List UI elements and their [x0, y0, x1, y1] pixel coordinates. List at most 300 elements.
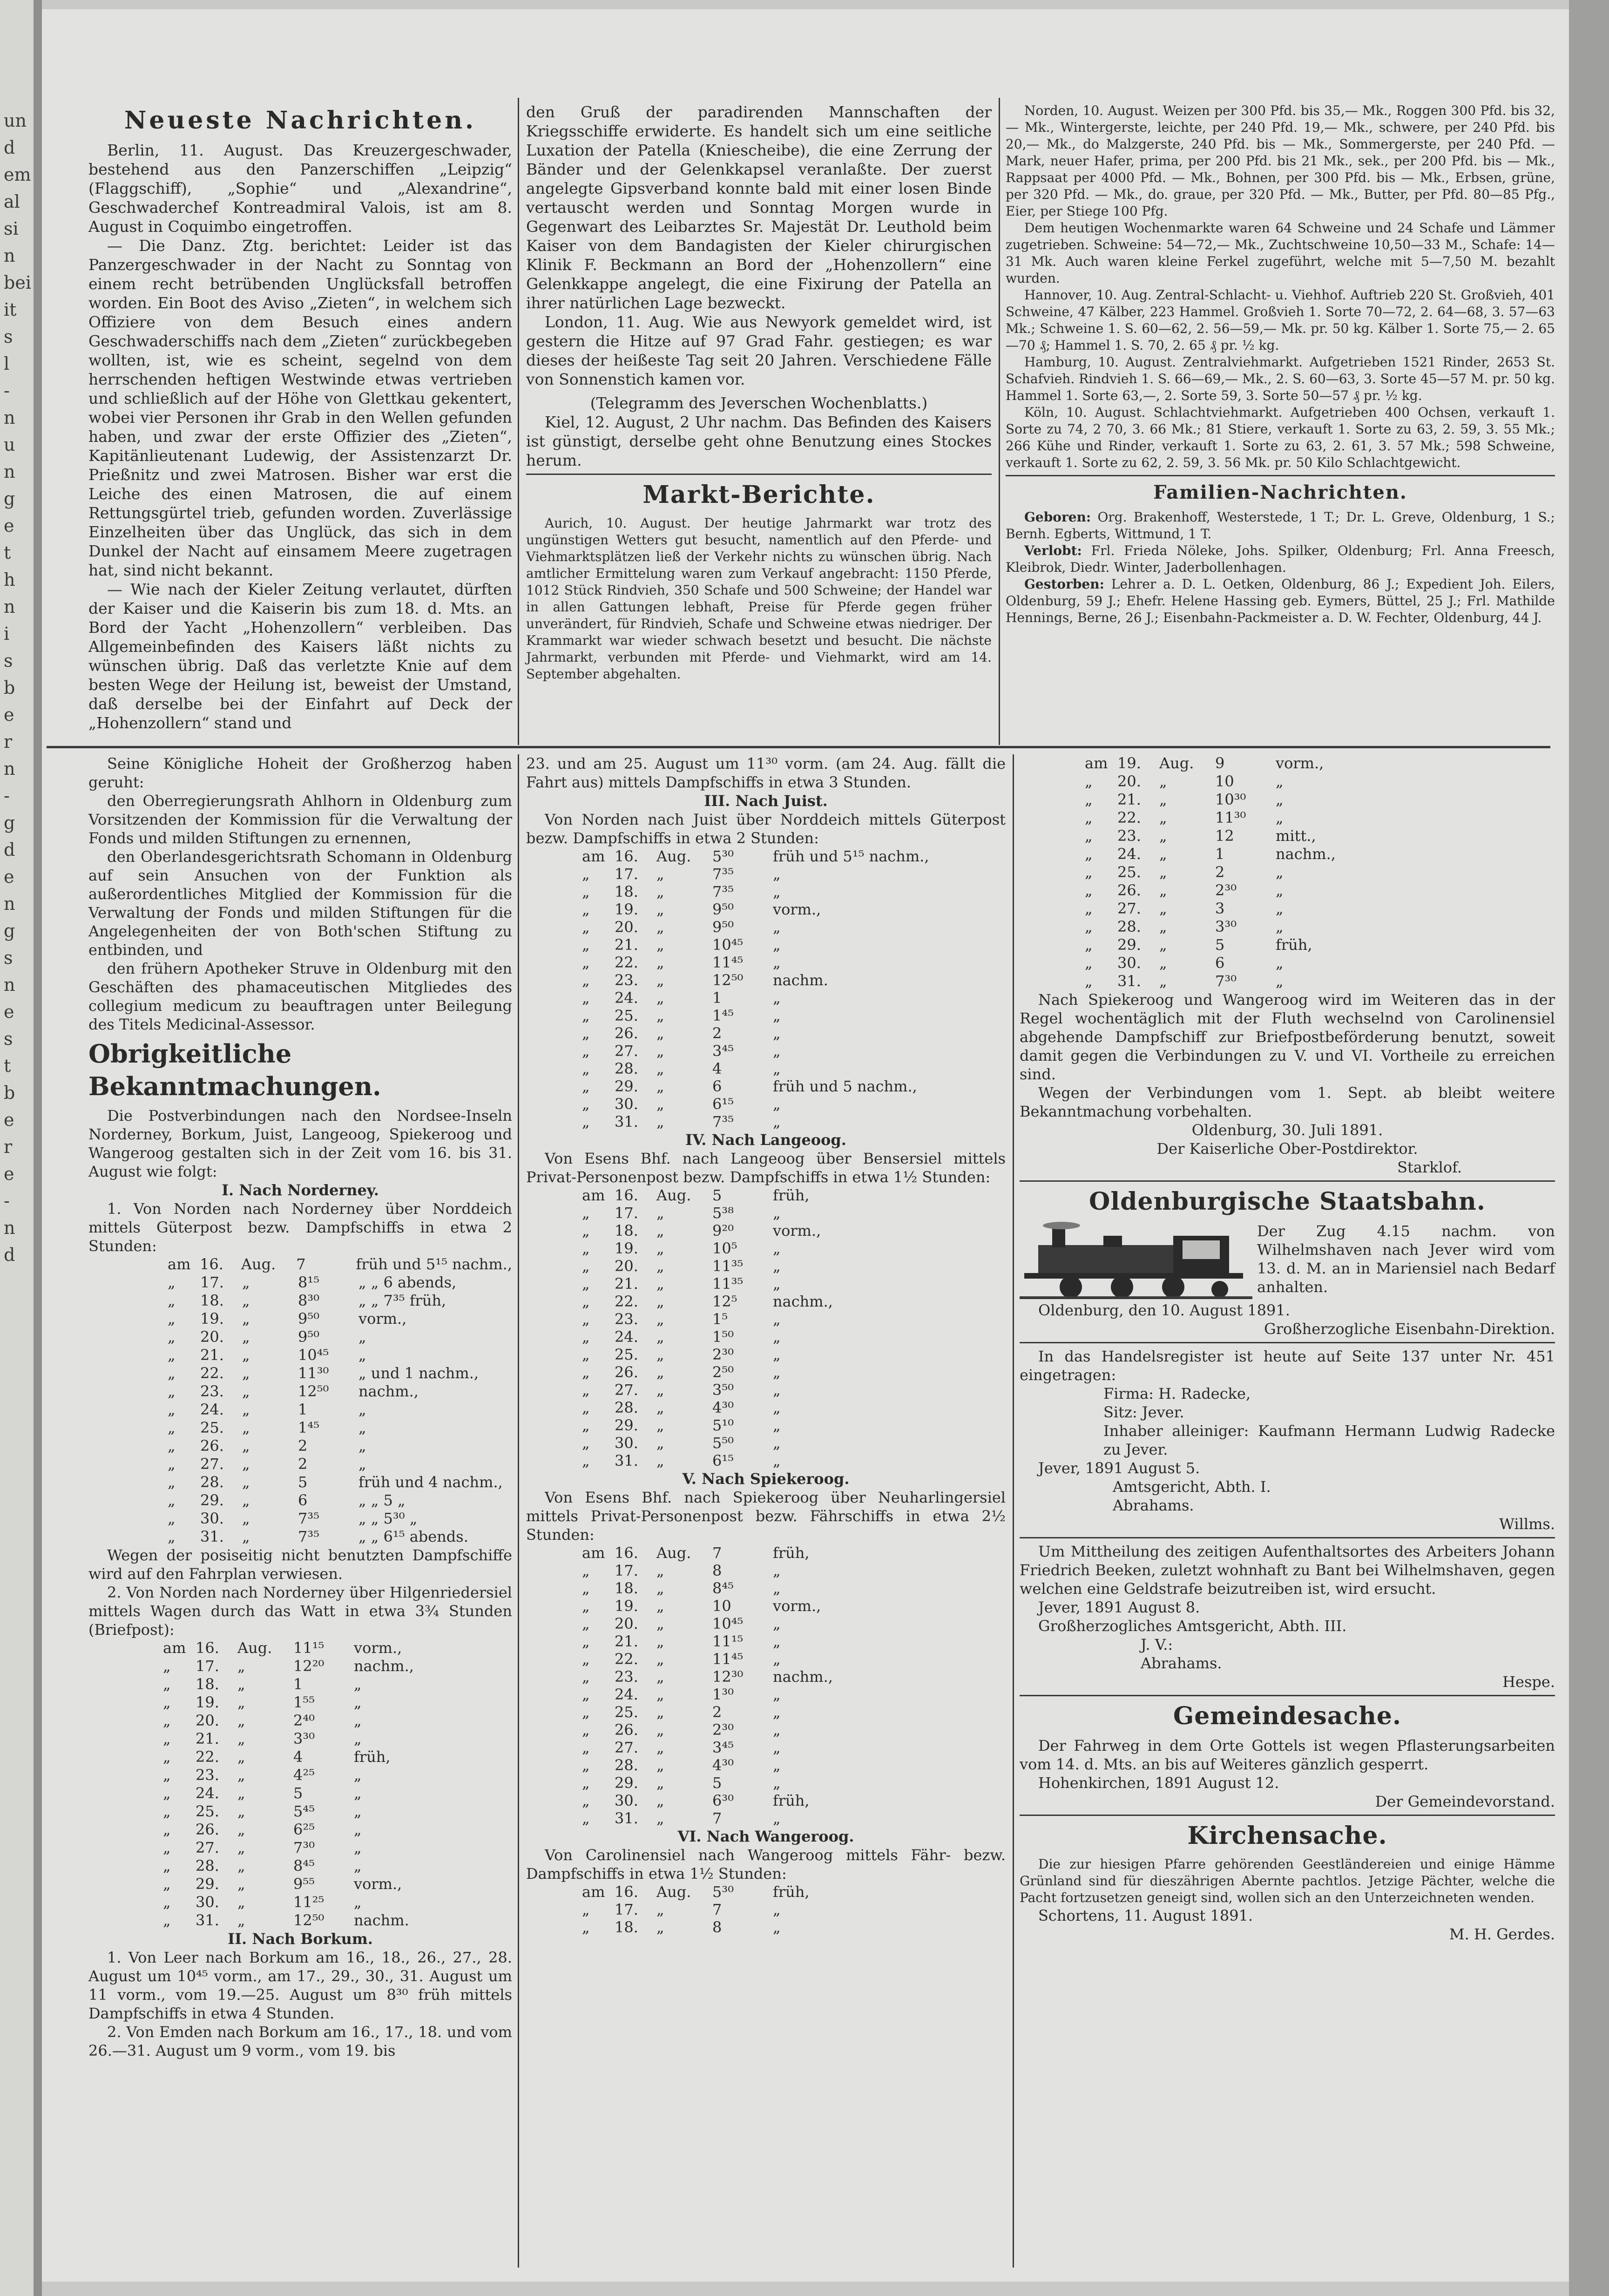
- schedule-cell: 12⁵⁰: [298, 1382, 329, 1400]
- schedule-cell: „: [773, 1756, 781, 1774]
- divider: [1020, 1342, 1555, 1343]
- schedule-cell: „: [242, 1528, 250, 1545]
- schedule-cell: „: [582, 1562, 590, 1579]
- schedule-cell: „: [358, 1419, 366, 1436]
- schedule-cell: „: [656, 1562, 664, 1579]
- schedule-cell: 3³⁰: [293, 1730, 315, 1747]
- schedule-cell: „: [358, 1401, 366, 1418]
- schedule-cell: 7³⁵: [712, 883, 734, 901]
- schedule-row: [582, 1562, 1006, 1579]
- schedule-cell: 18.: [196, 1675, 219, 1693]
- schedule-cell: 11³⁰: [298, 1364, 329, 1382]
- schedule-row: [582, 1042, 1006, 1060]
- schedule-cell: „: [656, 954, 664, 971]
- schedule-cell: 1: [1215, 845, 1225, 863]
- schedule-cell: „: [163, 1857, 171, 1875]
- schedule-cell: 5¹⁰: [712, 1416, 734, 1434]
- schedule-cell: „: [582, 918, 590, 936]
- schedule-cell: am: [582, 1883, 605, 1901]
- schedule-cell: „: [1276, 972, 1284, 990]
- schedule-cell: 27.: [196, 1839, 219, 1856]
- engaged-text: Frl. Frieda Nöleke, Johs. Spilker, Oldenburg; Frl. Anna Freesch, Kleibrok, Diedr. Winter, Jaderbollenhagen.: [1006, 543, 1555, 575]
- schedule-cell: „: [582, 1597, 590, 1615]
- schedule-cell: 16.: [196, 1639, 219, 1657]
- schedule-row: [582, 1186, 1006, 1204]
- schedule-row: [163, 1839, 512, 1857]
- schedule-cell: „: [773, 1452, 781, 1470]
- schedule-row: [1085, 863, 1555, 881]
- schedule-cell: „: [582, 989, 590, 1007]
- schedule-cell: „: [168, 1328, 176, 1346]
- schedule-cell: „: [656, 1721, 664, 1739]
- schedule-cell: 20.: [615, 1257, 638, 1275]
- schedule-cell: „: [582, 901, 590, 918]
- schedule-cell: 5: [712, 1186, 722, 1204]
- schedule-cell: 28.: [196, 1857, 219, 1875]
- schedule-cell: 31.: [196, 1911, 219, 1929]
- schedule-cell: „: [354, 1712, 362, 1729]
- schedule-row: [168, 1437, 512, 1455]
- family-engaged: [1006, 542, 1555, 576]
- schedule-cell: „: [773, 954, 781, 971]
- schedule-cell: 23.: [615, 971, 638, 989]
- schedule-wangeroog-continued: [1085, 754, 1555, 990]
- schedule-row: [582, 1901, 1006, 1918]
- news-kiel-continued: den Gruß der paradirenden Mannschaften der Kriegsschiffe erwiderte. Es handelt sich um eine seitliche Luxation der Patella (Kniescheibe), die eine Zerrung der Bänder und der Gelenkkapsel veranlaßte. Der zuerst angelegte Gipsverband konnte bald mit einer losen Binde vertauscht werden und Sonntag Morgen wurde in Gegenwart des Leibarztes Sr. Majestät Dr. Leuthold beim Kaiser von dem Bandagisten der Kieler chirurgischen Klinik F. Beckmann an Bord der „Hohenzollern“ eine Gelenkkappe angelegt, die eine Fixirung der Patella an ihrer natürlichen Lage bezweckt.: [526, 103, 992, 312]
- schedule-cell: 9⁵⁵: [293, 1875, 315, 1893]
- schedule-cell: 26.: [615, 1721, 638, 1739]
- schedule-cell: „: [354, 1821, 362, 1838]
- book-spine: [34, 0, 42, 2296]
- schedule-cell: 2³⁰: [712, 1721, 734, 1739]
- divider: [1020, 1180, 1555, 1182]
- schedule-cell: „: [1159, 881, 1167, 899]
- schedule-cell: 6¹⁵: [712, 1095, 734, 1113]
- schedule-cell: Aug.: [237, 1639, 272, 1657]
- schedule-cell: „: [1085, 936, 1093, 954]
- schedule-cell: 5³⁰: [712, 847, 734, 865]
- schedule-cell: 12⁵⁰: [293, 1911, 325, 1929]
- schedule-cell: 31.: [615, 1113, 638, 1131]
- schedule-cell: früh und 4 nachm.,: [358, 1473, 503, 1491]
- schedule-cell: 21.: [615, 936, 638, 954]
- schedule-cell: „: [354, 1784, 362, 1802]
- railway-date: Oldenburg, den 10. August 1891.: [1038, 1301, 1290, 1319]
- schedule-cell: „: [237, 1675, 245, 1693]
- schedule-cell: „: [582, 954, 590, 971]
- schedule-cell: 8⁴⁵: [712, 1579, 734, 1597]
- schedule-cell: „: [242, 1510, 250, 1527]
- schedule-cell: „: [656, 1204, 664, 1222]
- schedule-cell: 31.: [615, 1452, 638, 1470]
- schedule-cell: 23.: [615, 1668, 638, 1686]
- schedule-cell: „: [582, 1095, 590, 1113]
- schedule-cell: 18.: [615, 1918, 638, 1936]
- market-koeln: Köln, 10. August. Schlachtviehmarkt. Aufgetrieben 400 Ochsen, verkauft 1. Sorte zu 74, 2 70, 3. 66 Mk.; 81 Stiere, verkauft 1. Sorte zu 63, 2. 59, 3. 55 Mk.; 266 Kühe und Rinder, verkauft 1. Sorte zu 63, 2. 61, 3. 57 Mk.; 598 Schweine, verkauft 1. Sorte zu 62, 2. 59, 3. 56 Mk. pr. 50 Kilo Schlachtgewicht.: [1006, 405, 1555, 470]
- schedule-cell: „: [1085, 809, 1093, 826]
- schedule-cell: „: [358, 1328, 366, 1346]
- schedule-cell: „: [1085, 918, 1093, 935]
- schedule-row: [582, 1883, 1006, 1901]
- schedule-cell: mitt.,: [1276, 827, 1316, 845]
- schedule-row: [582, 1434, 1006, 1452]
- schedule-cell: „: [354, 1893, 362, 1911]
- schedule-row: [582, 901, 1006, 918]
- schedule-cell: 2³⁰: [1215, 881, 1237, 899]
- schedule-cell: „: [582, 1077, 590, 1095]
- schedule-cell: 28.: [615, 1756, 638, 1774]
- schedule-cell: 18.: [615, 883, 638, 901]
- schedule-cell: 17.: [615, 1901, 638, 1918]
- spiekeroog-route: Von Esens Bhf. nach Spiekeroog über Neuharlingersiel mittels Privat-Personenpost bezw. Fährschiffs in etwa 2½ Stunden:: [526, 1489, 1006, 1544]
- schedule-cell: 7³⁰: [1215, 972, 1237, 990]
- schedule-cell: früh,: [354, 1748, 391, 1766]
- schedule-cell: „: [163, 1821, 171, 1838]
- schedule-cell: „: [582, 1257, 590, 1275]
- market-reports-title: Markt-Berichte.: [642, 481, 875, 509]
- schedule-cell: 2: [712, 1703, 722, 1721]
- schedule-row: [163, 1657, 512, 1675]
- schedule-cell: vorm.,: [354, 1875, 402, 1893]
- schedule-cell: „: [656, 1615, 664, 1632]
- post-signature: Der Kaiserliche Ober-Postdirektor.: [1156, 1140, 1418, 1158]
- schedule-cell: 21.: [196, 1730, 219, 1747]
- schedule-cell: „: [656, 1077, 664, 1095]
- schedule-cell: 12²⁰: [293, 1657, 325, 1675]
- news-kiel: — Wie nach der Kieler Zeitung verlautet, dürften der Kaiser und die Kaiserin bis zum 18. d. Mts. an Bord der Yacht „Hohenzollern“ verbleiben. Das Allgemeinbefinden des Kaisers läßt nichts zu wünschen übrig. Daß das verletzte Knie auf dem besten Wege der Heilung ist, beweist der Umstand, daß derselbe bei der Einfahrt auf Deck der „Hohenzollern“ stand und: [88, 580, 512, 732]
- schedule-cell: vorm.,: [773, 1222, 821, 1239]
- schedule-cell: nachm.,: [354, 1657, 414, 1675]
- schedule-cell: „: [168, 1310, 176, 1327]
- schedule-row: [168, 1401, 512, 1419]
- schedule-cell: 26.: [615, 1363, 638, 1381]
- schedule-cell: 30.: [615, 1792, 638, 1809]
- postal-intro: Die Postverbindungen nach den Nordsee-Inseln Norderney, Borkum, Juist, Langeoog, Spiekeroog und Wangeroog gestalten sich in der Zeit vom 16. bis 31. August wie folgt:: [88, 1107, 512, 1180]
- column-rule-lower-1: [518, 754, 519, 2268]
- schedule-cell: 12³⁰: [712, 1668, 744, 1686]
- appointment-2: den Oberlandesgerichtsrath Schomann in Oldenburg auf sein Ansuchen von der Funktion als außerordentliches Mitglied der Kommission für die Verwaltung der Fonds und milden Stiftungen für die Angelegenheiten der von Both'schen Stiftung zu entbinden, und: [88, 848, 512, 959]
- schedule-row: [582, 1774, 1006, 1792]
- schedule-row: [168, 1382, 512, 1401]
- schedule-cell: „: [582, 865, 590, 883]
- schedule-cell: „: [656, 1703, 664, 1721]
- schedule-cell: „: [773, 1562, 781, 1579]
- schedule-cell: „: [237, 1784, 245, 1802]
- schedule-cell: „: [582, 1756, 590, 1774]
- schedule-cell: 9: [1215, 754, 1225, 772]
- wanted-clerk: Hespe.: [1502, 1673, 1555, 1691]
- notices-column: [88, 754, 512, 2060]
- schedule-cell: „: [358, 1455, 366, 1473]
- norderney-route-1: 1. Von Norden nach Norderney über Norddeich mittels Güterpost bezw. Dampfschiffs in etwa 2 Stunden:: [88, 1200, 512, 1255]
- schedule-cell: 10⁴⁵: [712, 936, 744, 954]
- schedule-row: [163, 1712, 512, 1730]
- schedule-cell: „: [358, 1346, 366, 1364]
- railway-signature: Großherzogliche Eisenbahn-Direktion.: [1264, 1320, 1555, 1338]
- schedule-cell: „: [773, 883, 781, 901]
- schedule-cell: 21.: [615, 1632, 638, 1650]
- schedule-cell: „: [168, 1364, 176, 1382]
- schedule-cell: früh,: [773, 1792, 810, 1809]
- schedule-cell: „: [656, 1774, 664, 1792]
- schedule-cell: 20.: [615, 1615, 638, 1632]
- schedule-cell: „: [242, 1401, 250, 1418]
- church-text: Die zur hiesigen Pfarre gehörenden Geestländereien und einige Hämme Grünland sind für dieszährigen Abernte pachtlos. Jetzige Pächter, welche die Pacht fortzusetzen geneigt sind, wollen sich an den Unterzeichneten wenden.: [1020, 1856, 1555, 1905]
- schedule-cell: „: [773, 1416, 781, 1434]
- schedule-cell: 4²⁵: [293, 1766, 315, 1784]
- schedule-cell: „: [582, 1650, 590, 1668]
- schedule-cell: „: [168, 1382, 176, 1400]
- schedule-cell: 21.: [615, 1275, 638, 1293]
- schedule-cell: „: [168, 1346, 176, 1364]
- previous-page-gutter: [0, 0, 34, 2296]
- schedule-cell: „: [656, 989, 664, 1007]
- schedule-cell: „ „ 6¹⁵ abends.: [358, 1528, 468, 1545]
- official-notices-title: Obrigkeitliche Bekanntmachungen.: [88, 1039, 381, 1101]
- schedule-cell: „: [1276, 918, 1284, 935]
- schedule-cell: „: [1085, 791, 1093, 808]
- schedule-cell: „: [582, 1739, 590, 1756]
- trade-date: Jever, 1891 August 5.: [1038, 1459, 1200, 1477]
- schedule-cell: „: [582, 1346, 590, 1363]
- schedule-cell: 10⁵: [712, 1239, 737, 1257]
- schedule-cell: „: [582, 1686, 590, 1703]
- schedule-cell: „: [773, 1060, 781, 1077]
- market-column: [1006, 102, 1555, 626]
- schedule-cell: „: [582, 936, 590, 954]
- schedule-row: [582, 1452, 1006, 1470]
- schedule-row: [582, 1918, 1006, 1936]
- schedule-cell: 18.: [615, 1579, 638, 1597]
- schedule-cell: „: [1159, 900, 1167, 917]
- schedule-row: [168, 1419, 512, 1437]
- schedule-row: [168, 1364, 512, 1382]
- family-born: [1006, 509, 1555, 542]
- schedule-cell: „: [582, 1632, 590, 1650]
- schedule-cell: „: [656, 1452, 664, 1470]
- divider: [1020, 1695, 1555, 1696]
- schedule-cell: 9⁵⁰: [298, 1310, 320, 1327]
- schedule-cell: „: [773, 1434, 781, 1452]
- appointment-1: den Oberregierungsrath Ahlhorn in Oldenburg zum Vorsitzenden der Kommission für die Verwaltung der Fonds und milden Stiftungen zu ernennen,: [88, 792, 512, 847]
- schedule-cell: „: [656, 1275, 664, 1293]
- schedule-cell: „: [582, 1007, 590, 1024]
- schedule-cell: „ und 1 nachm.,: [358, 1364, 479, 1382]
- schedule-cell: 18.: [615, 1222, 638, 1239]
- municipal-text: Der Fahrweg in dem Orte Gottels ist wegen Pflasterungsarbeiten vom 14. d. Mts. an bis auf Weiteres gänzlich gesperrt.: [1020, 1737, 1555, 1773]
- schedule-cell: 11³⁰: [1215, 809, 1246, 826]
- schedule-cell: 8: [712, 1918, 722, 1936]
- schedule-row: [582, 1275, 1006, 1293]
- locomotive-icon: [1020, 1222, 1252, 1301]
- langeoog-route: Von Esens Bhf. nach Langeoog über Bensersiel mittels Privat-Personenpost bezw. Dampfschiffs in etwa 1½ Stunden:: [526, 1150, 1006, 1186]
- schedule-cell: „: [656, 1381, 664, 1399]
- market-hannover: Hannover, 10. Aug. Zentral-Schlacht- u. Viehhof. Auftrieb 220 St. Großvieh, 401 Schweine, 47 Kälber, 223 Hammel. Großvieh 1. Sorte 70—72, 2. 64—68, 3. 57—63 Mk.; Schweine 1. S. 60—62, 2. 56—59,— Mk. pr. 50 kg. Kälber 1. Sorte 75,— 2. 65—70 ₰; Hammel 1. S. 70, 2. 65 ₰ pr. ½ kg.: [1006, 287, 1555, 353]
- schedule-cell: „: [773, 1328, 781, 1346]
- schedule-cell: „: [656, 865, 664, 883]
- schedule-cell: 6²⁵: [293, 1821, 315, 1838]
- schedule-cell: „: [656, 1024, 664, 1042]
- schedule-cell: 3⁴⁵: [712, 1042, 734, 1060]
- schedule-cell: 17.: [200, 1273, 224, 1291]
- schedule-cell: „: [773, 1703, 781, 1721]
- schedule-cell: 26.: [615, 1024, 638, 1042]
- schedule-row: [163, 1766, 512, 1784]
- juist-route: Von Norden nach Juist über Norddeich mittels Güterpost bezw. Dampfschiffs in etwa 2 Stunden:: [526, 811, 1006, 847]
- schedule-row: [582, 1293, 1006, 1310]
- weitere-verbindungen: Nach Spiekeroog und Wangeroog wird im Weiteren das in der Regel wochentäglich mit der Fluth wechselnd von Carolinensiel abgehende Dampfschiff zur Briefpostbeförderung benutzt, soweit damit gegen die Verbindungen zu V. und VI. Vortheile zu erreichen sind.: [1020, 991, 1555, 1083]
- news-title: Neueste Nachrichten.: [124, 106, 477, 135]
- schedule-wangeroog: [582, 1883, 1006, 1936]
- schedule-row: [582, 1239, 1006, 1257]
- schedule-cell: „: [582, 1113, 590, 1131]
- schedule-cell: 24.: [615, 1686, 638, 1703]
- schedule-cell: „: [354, 1730, 362, 1747]
- schedule-cell: 3⁵⁰: [712, 1381, 734, 1399]
- schedule-cell: „: [237, 1657, 245, 1675]
- schedule-cell: „: [1276, 772, 1284, 790]
- schedule-cell: „: [773, 989, 781, 1007]
- schedule-cell: „: [773, 1721, 781, 1739]
- schedule-cell: 5⁴⁵: [293, 1802, 315, 1820]
- market-hamburg: Hamburg, 10. August. Zentralviehmarkt. Aufgetrieben 1521 Rinder, 2653 St. Schafvieh. Rindvieh 1. S. 66—69,— Mk., 2. S. 60—63, 3. Sorte 45—57 M. pr. 50 kg. Hammel 1. Sorte 63,—, 2. Sorte 59, 3. Sorte 50—57 ₰ pr. ½ kg.: [1006, 354, 1555, 403]
- trade-register-intro: In das Handelsregister ist heute auf Seite 137 unter Nr. 451 eingetragen:: [1020, 1348, 1555, 1384]
- borkum-continued: 23. und am 25. August um 11³⁰ vorm. (am 24. Aug. fällt die Fahrt aus) mittels Dampfschiffs in etwa 3 Stunden.: [526, 755, 1006, 791]
- schedule-cell: „: [582, 1416, 590, 1434]
- column-rule-upper-2: [999, 98, 1000, 745]
- schedule-cell: „: [242, 1419, 250, 1436]
- schedule-row: [582, 1579, 1006, 1597]
- schedule-cell: „: [582, 1239, 590, 1257]
- schedule-cell: früh und 5¹⁵ nachm.,: [356, 1255, 512, 1273]
- column-rule-lower-2: [1013, 754, 1014, 2268]
- schedule-row: [582, 954, 1006, 971]
- market-aurich: Aurich, 10. August. Der heutige Jahrmarkt war trotz des ungünstigen Wetters gut besucht, namentlich auf den Pferde- und Viehmarktsplätzen ließ der Verkehr nichts zu wünschen übrig. Nach amtlicher Ermittelung waren zum Verkauf angebracht: 1150 Pferde, 1012 Stück Rindvieh, 350 Schafe und 500 Schweine; der Handel war in allen Gattungen lebhaft, Preise für Pferde gegen früher unverändert, für Rindvieh, Schafe und Schweine etwas niedriger. Der Krammarkt war wieder schwach besetzt und besucht. Die nächste Jahrmarkt, verbunden mit Pferde- und Viehmarkt, wird am 14. September abgehalten.: [526, 515, 992, 682]
- schedule-cell: 23.: [615, 1310, 638, 1328]
- schedule-cell: 16.: [615, 847, 638, 865]
- schedule-cell: 7³⁵: [712, 1113, 734, 1131]
- schedule-column: [526, 754, 1006, 1936]
- section-spiekeroog: V. Nach Spiekeroog.: [682, 1470, 850, 1488]
- schedule-cell: 22.: [1117, 809, 1141, 826]
- schedule-cell: 2: [712, 1024, 722, 1042]
- schedule-cell: 28.: [1117, 918, 1141, 935]
- schedule-cell: 11³⁵: [712, 1275, 744, 1293]
- schedule-row: [163, 1893, 512, 1911]
- schedule-cell: „: [656, 1597, 664, 1615]
- norderney-route-2: 2. Von Norden nach Norderney über Hilgenriedersiel mittels Wagen durch das Watt in etwa 3¾ Stunden (Briefpost):: [88, 1584, 512, 1639]
- schedule-row: [168, 1310, 512, 1328]
- schedule-cell: Aug.: [1159, 754, 1194, 772]
- schedule-cell: „: [237, 1821, 245, 1838]
- schedule-row: [582, 1204, 1006, 1222]
- schedule-cell: 27.: [200, 1455, 224, 1473]
- schedule-row: [168, 1328, 512, 1346]
- news-danzig: — Die Danz. Ztg. berichtet: Leider ist das Panzergeschwader in der Nacht zu Sonntag von einem recht betrübenden Unglücksfall betroffen worden. Ein Boot des Aviso „Zieten“, in welchem sich Offiziere von dem Besuch eines andern Geschwaderschiffs nach dem „Zieten“ zurückbegeben wollten, ist, wie es scheint, segelnd von dem herrschenden heftigen Westwinde etwas vertrieben und schließlich auf der Höhe von Glettkau gekentert, wobei vier Personen ihr Grab in den Wellen gefunden haben, und zwar der erste Offizier des „Zieten“, Kapitänlieutenant Ludewig, der Assistenzarzt Dr. Prießnitz und zwei Matrosen. Bisher war erst die Leiche des einen Matrosen, die auf einem Rettungsgürtel trieb, gefunden worden. Zuverlässige Einzelheiten über das Unglück, das sich in dem Dunkel der Nacht auf einsamem Meere zugetragen hat, sind nicht bekannt.: [88, 237, 512, 579]
- schedule-cell: 20.: [196, 1712, 219, 1729]
- schedule-cell: 25.: [615, 1346, 638, 1363]
- engaged-label: Verlobt:: [1024, 543, 1082, 558]
- schedule-cell: „: [582, 1901, 590, 1918]
- schedule-cell: „: [354, 1839, 362, 1856]
- schedule-cell: 7: [712, 1901, 722, 1918]
- schedule-cell: vorm.,: [354, 1639, 402, 1657]
- schedule-cell: „: [163, 1802, 171, 1820]
- schedule-cell: 25.: [196, 1802, 219, 1820]
- schedule-cell: 29.: [1117, 936, 1141, 954]
- schedule-cell: 31.: [1117, 972, 1141, 990]
- september-notice: Wegen der Verbindungen vom 1. Sept. ab bleibt weitere Bekanntmachung vorbehalten.: [1020, 1084, 1555, 1120]
- schedule-row: [582, 971, 1006, 989]
- divider: [526, 474, 992, 475]
- schedule-cell: „: [773, 1239, 781, 1257]
- trade-seat: Sitz: Jever.: [1103, 1403, 1184, 1421]
- schedule-row: [582, 1632, 1006, 1650]
- schedule-cell: 7: [712, 1809, 722, 1827]
- schedule-cell: „: [237, 1875, 245, 1893]
- schedule-cell: „: [656, 1363, 664, 1381]
- schedule-cell: „: [242, 1491, 250, 1509]
- schedule-cell: 19.: [615, 1239, 638, 1257]
- news-column: [88, 102, 512, 732]
- schedule-cell: „ „ 6 abends,: [358, 1273, 457, 1291]
- schedule-row: [163, 1748, 512, 1766]
- schedule-cell: „: [1276, 863, 1284, 881]
- schedule-cell: „: [168, 1292, 176, 1309]
- schedule-cell: „: [582, 1204, 590, 1222]
- schedule-cell: „: [656, 1060, 664, 1077]
- schedule-cell: „: [242, 1310, 250, 1327]
- schedule-row: [1085, 881, 1555, 900]
- church-signature: M. H. Gerdes.: [1449, 1925, 1555, 1943]
- schedule-cell: 19.: [196, 1693, 219, 1711]
- schedule-row: [582, 989, 1006, 1007]
- schedule-cell: „: [237, 1693, 245, 1711]
- schedule-cell: „: [656, 971, 664, 989]
- schedule-cell: „: [656, 883, 664, 901]
- schedule-row: [1085, 754, 1555, 772]
- schedule-cell: 23.: [1117, 827, 1141, 845]
- schedule-row: [582, 1310, 1006, 1328]
- schedule-cell: Aug.: [656, 847, 691, 865]
- schedule-cell: „: [773, 1739, 781, 1756]
- schedule-cell: 2⁴⁰: [293, 1712, 315, 1729]
- news-london: London, 11. Aug. Wie aus Newyork gemeldet wird, ist gestern die Hitze auf 97 Grad Fahr. gestiegen; es war dieses der heißeste Tag seit 20 Jahren. Verschiedene Fälle von Sonnenstich kamen vor.: [526, 313, 992, 388]
- schedule-cell: „: [656, 1257, 664, 1275]
- schedule-row: [1085, 936, 1555, 954]
- schedule-cell: „: [163, 1693, 171, 1711]
- wanted-date: Jever, 1891 August 8.: [1038, 1598, 1200, 1616]
- schedule-cell: 1⁵⁵: [293, 1693, 315, 1711]
- schedule-cell: „: [656, 1686, 664, 1703]
- schedule-cell: „: [242, 1328, 250, 1346]
- schedule-cell: „: [1085, 772, 1093, 790]
- schedule-cell: 2: [298, 1437, 308, 1455]
- schedule-cell: 30.: [615, 1095, 638, 1113]
- schedule-cell: 27.: [1117, 900, 1141, 917]
- schedule-cell: nachm.: [773, 971, 828, 989]
- schedule-row: [582, 1113, 1006, 1131]
- schedule-cell: „: [242, 1346, 250, 1364]
- schedule-cell: „: [582, 1310, 590, 1328]
- schedule-cell: „: [656, 936, 664, 954]
- schedule-row: [582, 1792, 1006, 1809]
- schedule-row: [168, 1491, 512, 1510]
- schedule-cell: 4: [293, 1748, 303, 1766]
- schedule-cell: „: [168, 1528, 176, 1545]
- market-wochenmarkt: Dem heutigen Wochenmarkte waren 64 Schweine und 24 Schafe und Lämmer zugetrieben. Schweine: 54—72,— Mk., Zuchtschweine 10,50—33 M., Schafe: 14—31 Mk. Auch waren kleine Ferkel zugeführt, welche mit 5—7,50 M. bezahlt wurden.: [1006, 220, 1555, 286]
- schedule-cell: 19.: [615, 901, 638, 918]
